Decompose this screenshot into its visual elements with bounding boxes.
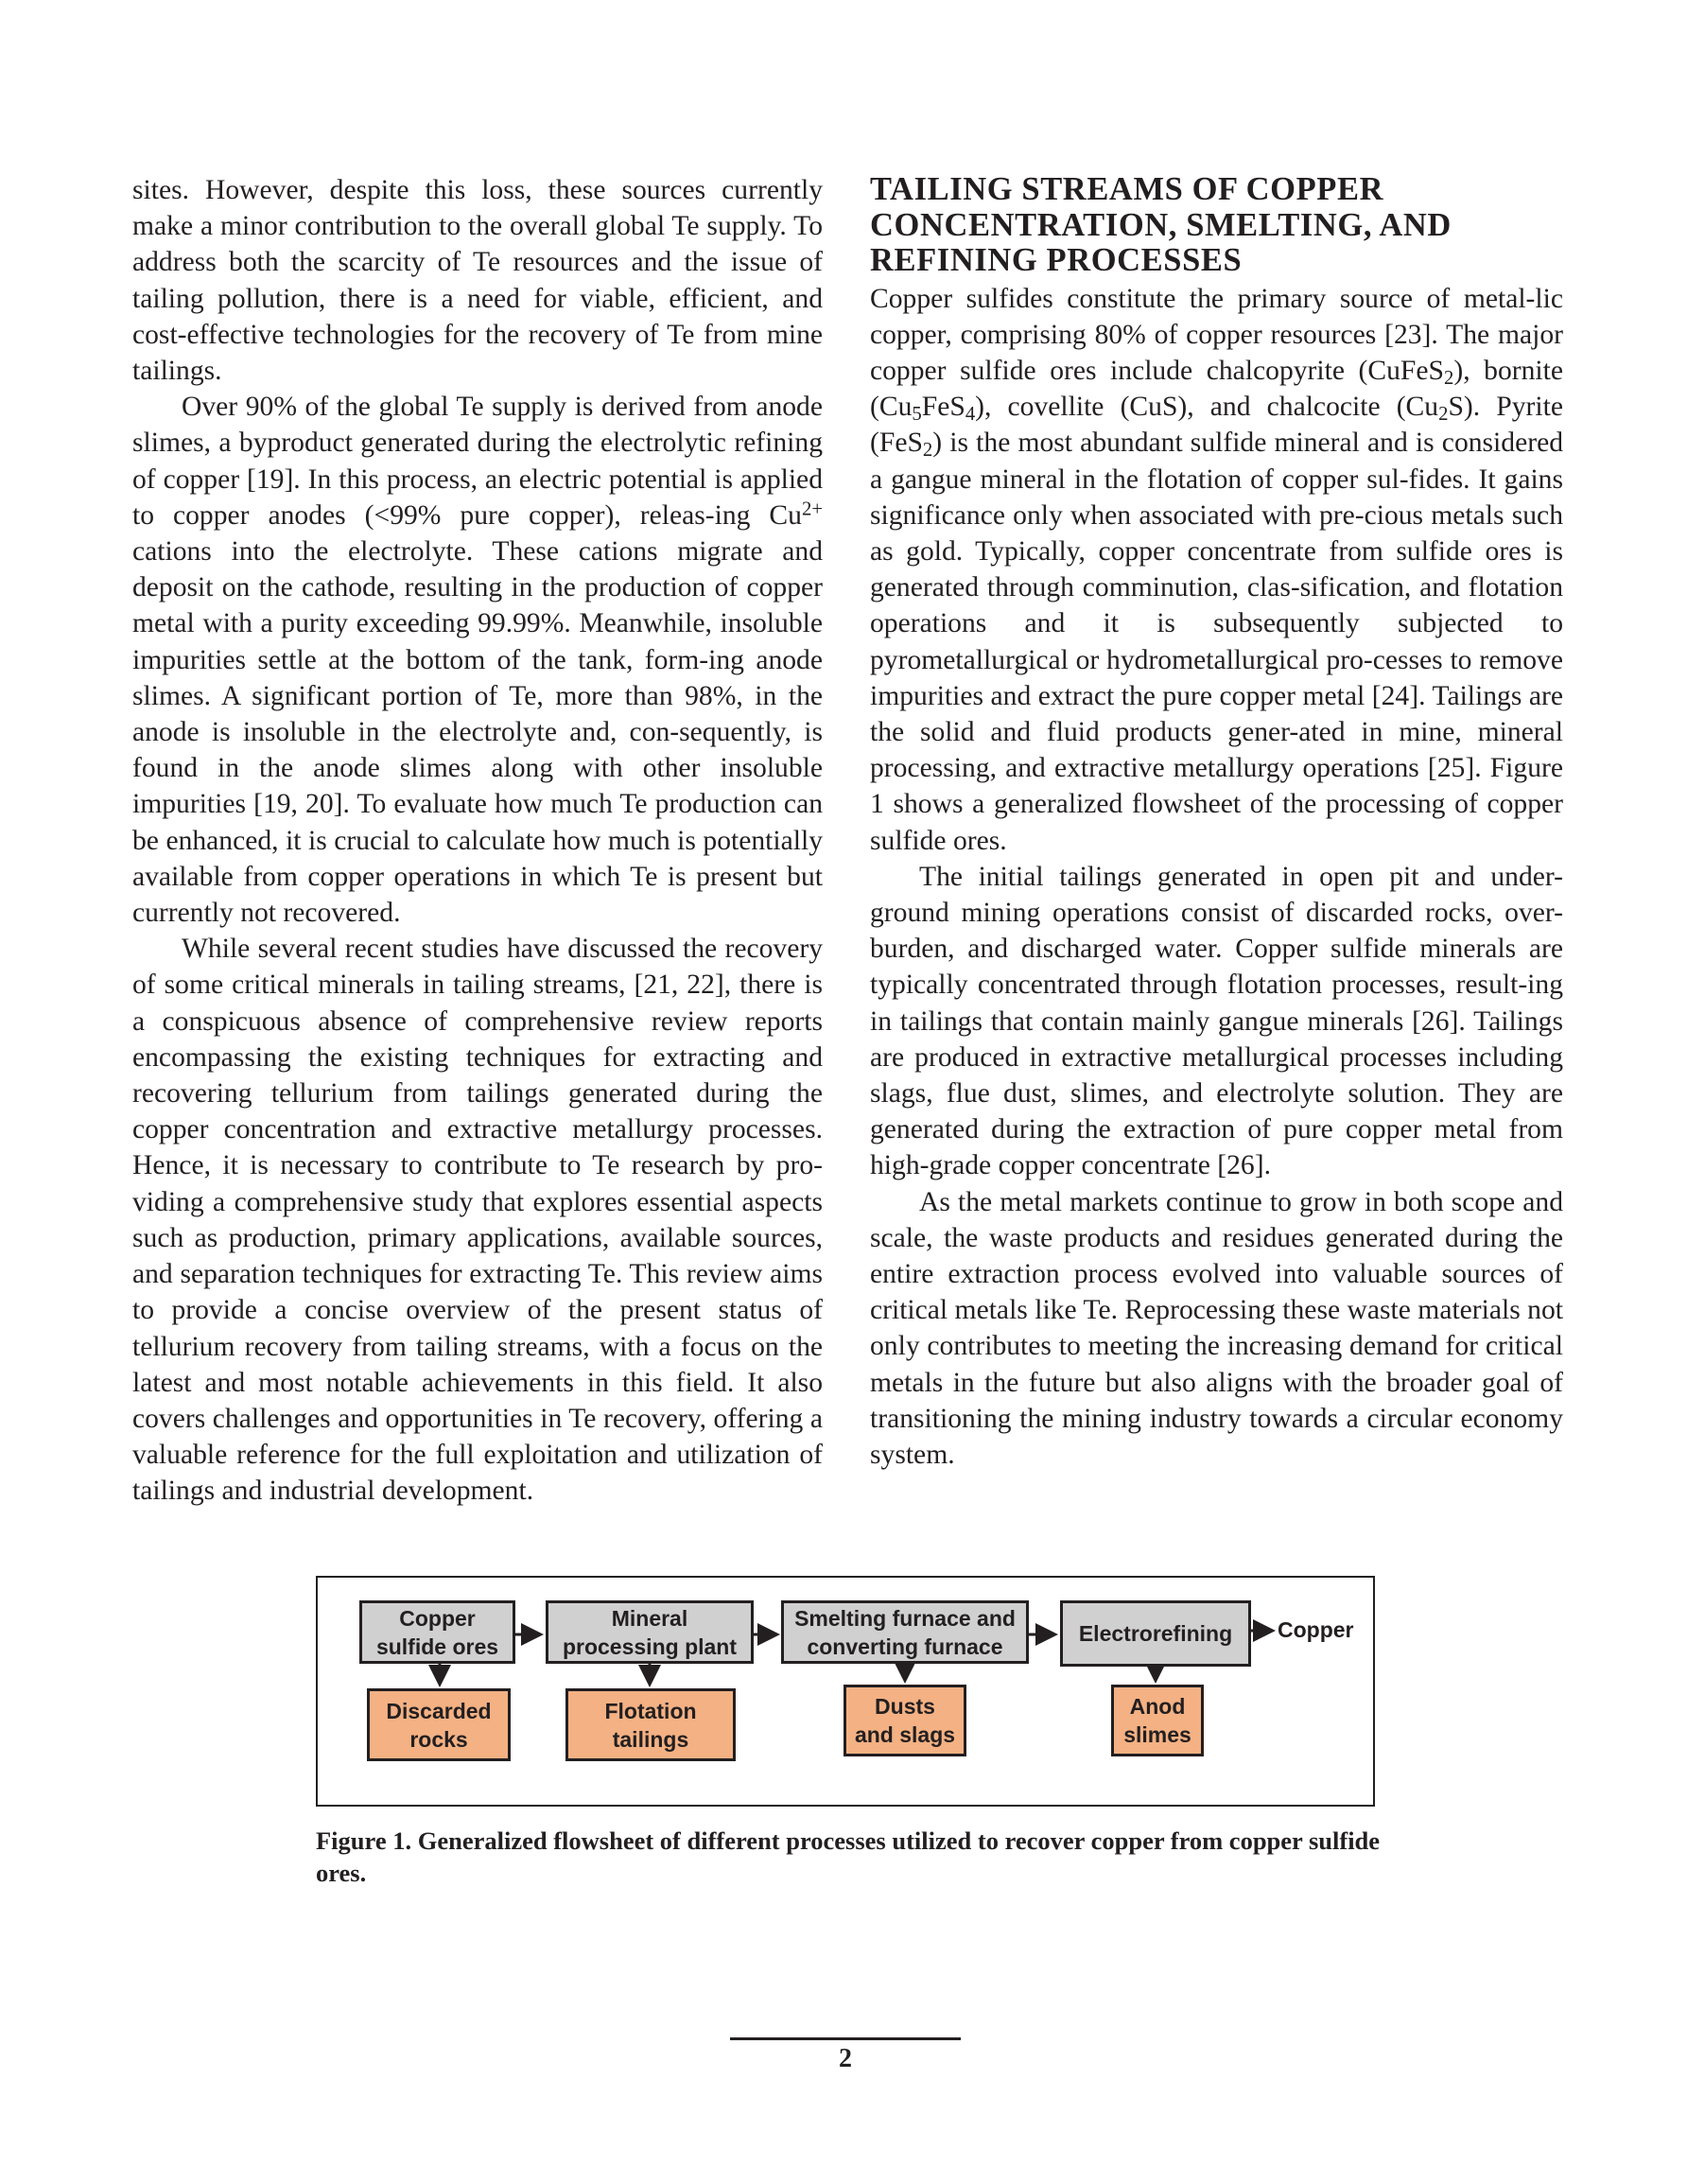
process-box-electrorefining: Electrorefining (1060, 1600, 1251, 1667)
figure-1-flowsheet (316, 1576, 1375, 1807)
right-column (870, 172, 1563, 1473)
page-number-rule (730, 2037, 961, 2040)
waste-box-dusts-and-slags: Dusts and slags (844, 1685, 966, 1756)
left-paragraph-3: While several recent studies have discussed the recovery of some critical minerals in tailing streams, [21, 22], there is a conspicuous absence of comprehensive review reports encompassing the existing techniques for extracting and recovering tellurium from tailings generated during the copper concentration and extractive metallurgy processes. Hence, it is necessary to contribute to Te research by pro-viding a comprehensive study that explores essential aspects such as production, primary applications, available sources, and separation techniques for extracting Te. This review aims to provide a concise overview of the present status of tellurium recovery from tailing streams, with a focus on the latest and most notable achievements in this field. It also covers challenges and opportunities in Te recovery, offering a valuable reference for the full exploitation and utilization of tailings and industrial development. (132, 934, 823, 1507)
output-label-copper: Copper (1278, 1617, 1354, 1642)
right-paragraph-3: As the metal markets continue to grow in both scope and scale, the waste products and residues generated during the entire extraction process evolved into valuable sources of critical metals like Te. Reprocessing these waste materials not only contributes to meeting the increasing demand for critical metals in the future but also aligns with the broader goal of transitioning the mining industry towards a circular economy system. (870, 1186, 1563, 1470)
left-paragraph-2: Over 90% of the global Te supply is derived from anode slimes, a byproduct generated during the electrolytic refining of copper [19]. In this process, an electric potential is applied to copper anodes (<99% pure copper), releas-ing $Cu^{2+}$ cations into the electrolyte. These cations migrate and deposit on the cathode, resulting in the production of copper metal with a purity exceeding 99.99%. Meanwhile, insoluble impurities settle at the bottom of the tank, form-ing anode slimes. A significant portion of Te, more than 98%, in the anode is insoluble in the electrolyte and, con-sequently, is found in the anode slimes along with other insoluble impurities [19, 20]. To evaluate how much Te production can be enhanced, it is crucial to calculate how much is potentially available from copper operations in which Te is present but currently not recovered. (132, 392, 823, 929)
process-box-copper-sulfide-ores: Copper sulfide ores (359, 1600, 515, 1664)
section-heading: TAILING STREAMS OF COPPER CONCENTRATION, SMELTING, AND REFINING PROCESSES (870, 171, 1452, 278)
page-number: 2 (839, 2044, 852, 2073)
process-box-mineral-processing-plant: Mineral processing plant (546, 1600, 754, 1664)
waste-box-discarded-rocks: Discarded rocks (367, 1688, 511, 1761)
waste-box-flotation-tailings: Flotation tailings (565, 1688, 736, 1761)
waste-box-anod-slimes: Anod slimes (1111, 1685, 1204, 1756)
left-column (132, 172, 823, 1510)
right-paragraph-1: Copper sulfides constitute the primary source of metal-lic copper, comprising 80% of copper resources [23]. The major copper sulfide ores include chalcopyrite (CuFeS$_2$), bornite $(Cu_5FeS_4)$, covellite (CuS), and chalcocite $(Cu_2S)$. Pyrite (FeS$_2$) is the most abundant sulfide mineral and is considered a gangue mineral in the flotation of copper sul-fides. It gains significance only when associated with pre-cious metals such as gold. Typically, copper concentrate from sulfide ores is generated through comminution, clas-sification, and flotation operations and it is subsequently subjected to pyrometallurgical or hydrometallurgical pro-cesses to remove impurities and extract the pure copper metal [24]. Tailings are the solid and fluid products gener-ated in mine, mineral processing, and extractive metallurgy operations [25]. Figure 1 shows a generalized flowsheet of the processing of copper sulfide ores. (870, 283, 1564, 856)
process-box-smelting-furnace: Smelting furnace and converting furnace (781, 1600, 1029, 1664)
figure-caption: Figure 1. Generalized flowsheet of different processes utilized to recover copper from copper sulfide ores. (316, 1826, 1381, 1887)
right-paragraph-2: The initial tailings generated in open pit and under-ground mining operations consist of discarded rocks, over-burden, and discharged water. Copper sulfide minerals are typically concentrated through flotation processes, result-ing in tailings that contain mainly gangue minerals [26]. Tailings are produced in extractive metallurgical processes including slags, flue dust, slimes, and electrolyte solution. They are generated during the extraction of pure copper metal from high-grade copper concentrate [26]. (870, 861, 1563, 1181)
left-paragraph-1: sites. However, despite this loss, these sources currently make a minor contribution to the overall global Te supply. To address both the scarcity of Te resources and the issue of tailing pollution, there is a need for viable, efficient, and cost-effective technologies for the recovery of Te from mine tailings. (132, 175, 823, 387)
